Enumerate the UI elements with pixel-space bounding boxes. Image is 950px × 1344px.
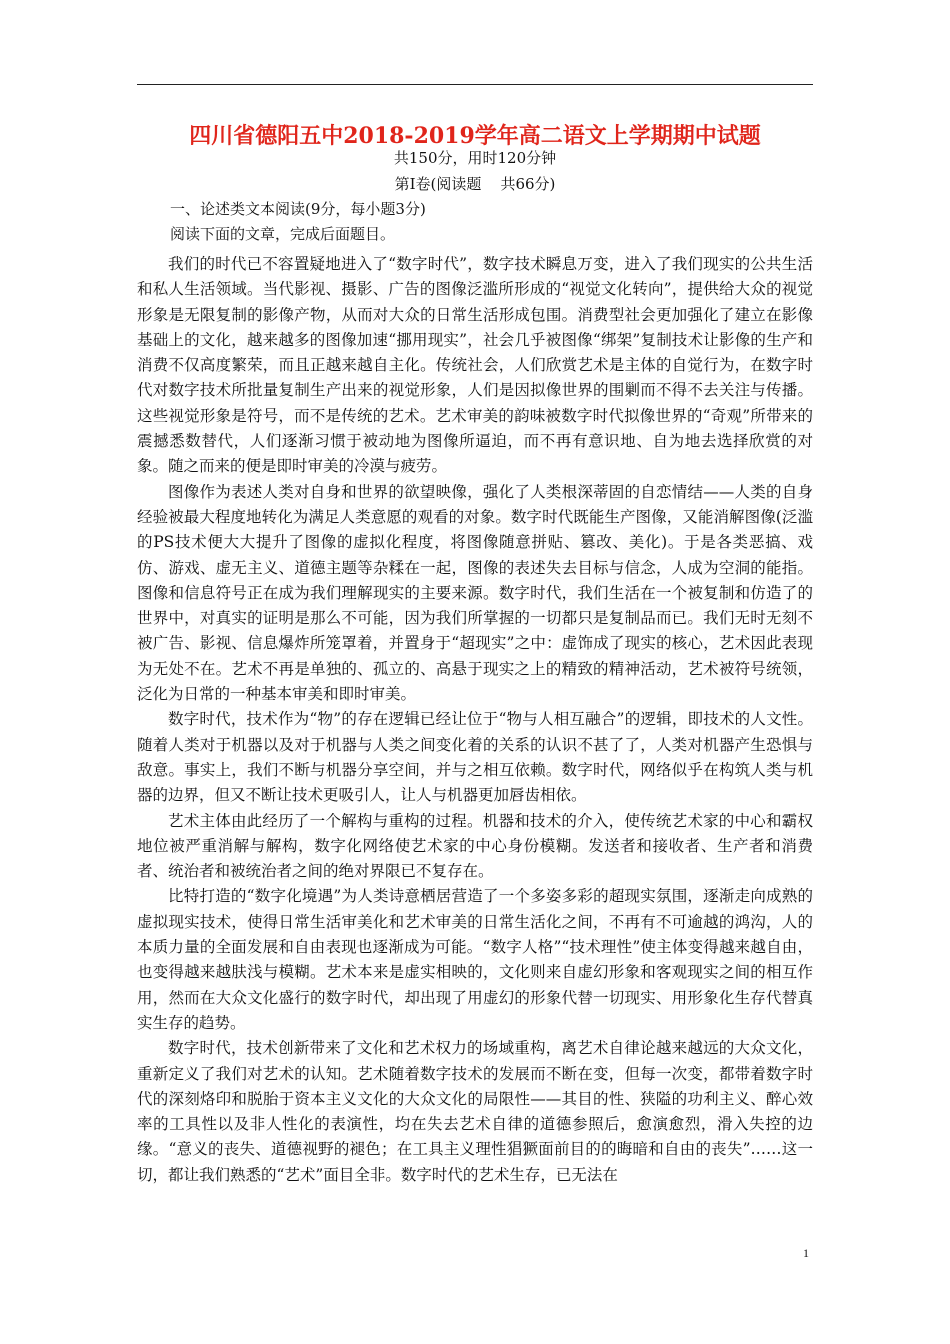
article-paragraph-6: 数字时代，技术创新带来了文化和艺术权力的场域重构，离艺术自律论越来越远的大众文化，重新定义了我们对艺术的认知。艺术随着数字技术的发展而不断在变，但每一次变，都带着数字时代的深刻烙印和脱胎于资本主义文化的大众文化的局限性——其目的性、狭隘的功利主义、醉心效率的工具性以及非人性化的表演性，均在失去艺术自律的道德参照后，愈演愈烈，滑入失控的边缘。“意义的丧失、道德视野的褪色；在工具主义理性猖獗面前目的的晦暗和自由的丧失”……这一切，都让我们熟悉的“艺术”面目全非。数字时代的艺术生存，已无法在 [137, 1039, 813, 1184]
article-paragraph-1: 我们的时代已不容置疑地进入了“数字时代”，数字技术瞬息万变，进入了我们现实的公共生活和私人生活领域。当代影视、摄影、广告的图像泛滥所形成的“视觉文化转向”，提供给大众的视觉形象是无限复制的影像产物，从而对大众的日常生活形成包围。消费型社会更加强化了建立在影像基础上的文化，越来越多的图像加速“挪用现实”，社会几乎被图像“绑架”复制技术让影像的生产和消费不仅高度繁荣，而且正越来越自主化。传统社会，人们欣赏艺术是主体的自觉行为，在数字时代对数字技术所批量复制生产出来的视觉形象，人们是因拟像世界的围剿而不得不去关注与传播。这些视觉形象是符号，而不是传统的艺术。艺术审美的韵味被数字时代拟像世界的“奇观”所带来的震撼悉数替代，人们逐渐习惯于被动地为图像所逼迫，而不再有意识地、自为地去选择欣赏的对象。随之而来的便是即时审美的冷漠与疲劳。 [137, 255, 813, 476]
article-paragraph-5: 比特打造的“数字化境遇”为人类诗意栖居营造了一个多姿多彩的超现实氛围，逐渐走向成熟的虚拟现实技术，使得日常生活审美化和艺术审美的日常生活化之间，不再有不可逾越的鸿沟，人的本质力量的全面发展和自由表现也逐渐成为可能。“数字人格”“技术理性”使主体变得越来越自由，也变得越来越肤浅与模糊。艺术本来是虚实相映的，文化则来自虚幻形象和客观现实之间的相互作用，然而在大众文化盛行的数字时代，却出现了用虚幻的形象代替一切现实、用形象化生存代替真实生存的趋势。 [137, 887, 813, 1032]
page-number: 1 [803, 1246, 809, 1260]
section-label: 第Ⅰ卷(阅读题 共66分) [394, 175, 556, 193]
reading-instruction: 阅读下面的文章，完成后面题目。 [170, 225, 396, 243]
article-paragraph-3: 数字时代，技术作为“物”的存在逻辑已经让位于“物与人相互融合”的逻辑，即技术的人文性。随着人类对于机器以及对于机器与人类之间变化着的关系的认识不甚了了，人类对机器产生恐惧与敌意。事实上，我们不断与机器分享空间，并与之相互依赖。数字时代，网络似乎在构筑人类与机器的边界，但又不断让技术更吸引人，让人与机器更加唇齿相依。 [137, 710, 813, 805]
article-paragraph-2: 图像作为表述人类对自身和世界的欲望映像，强化了人类根深蒂固的自恋情结——人类的自身经验被最大程度地转化为满足人类意愿的观看的对象。数字时代既能生产图像，又能消解图像(泛滥的PS技术便大大提升了图像的虚拟化程度，将图像随意拼贴、篡改、美化)。于是各类恶搞、戏仿、游戏、虚无主义、道德主题等杂糅在一起，图像的表述失去目标与信念，人成为空洞的能指。图像和信息符号正在成为我们理解现实的主要来源。数字时代，我们生活在一个被复制和仿造了的世界中，对真实的证明是那么不可能，因为我们所掌握的一切都只是复制品而已。我们无时无刻不被广告、影视、信息爆炸所笼罩着，并置身于“超现实”之中：虚饰成了现实的核心，艺术因此表现为无处不在。艺术不再是单独的、孤立的、高悬于现实之上的精致的精神活动，艺术被符号统领，泛化为日常的一种基本审美和即时审美。 [137, 482, 813, 704]
article-paragraph-4: 艺术主体由此经历了一个解构与重构的过程。机器和技术的介入，使传统艺术家的中心和霸权地位被严重消解与解构，数字化网络使艺术家的中心身份模糊。发送者和接收者、生产者和消费者、统治者和被统治者之间的绝对界限已不复存在。 [137, 811, 813, 881]
header-rule [137, 84, 813, 85]
document-title: 四川省德阳五中2018-2019学年高二语文上学期期中试题 [189, 123, 761, 149]
exam-info: 共150分，用时120分钟 [393, 149, 557, 167]
question-heading: 一、论述类文本阅读(9分，每小题3分) [170, 200, 426, 218]
article-body [137, 252, 813, 1188]
